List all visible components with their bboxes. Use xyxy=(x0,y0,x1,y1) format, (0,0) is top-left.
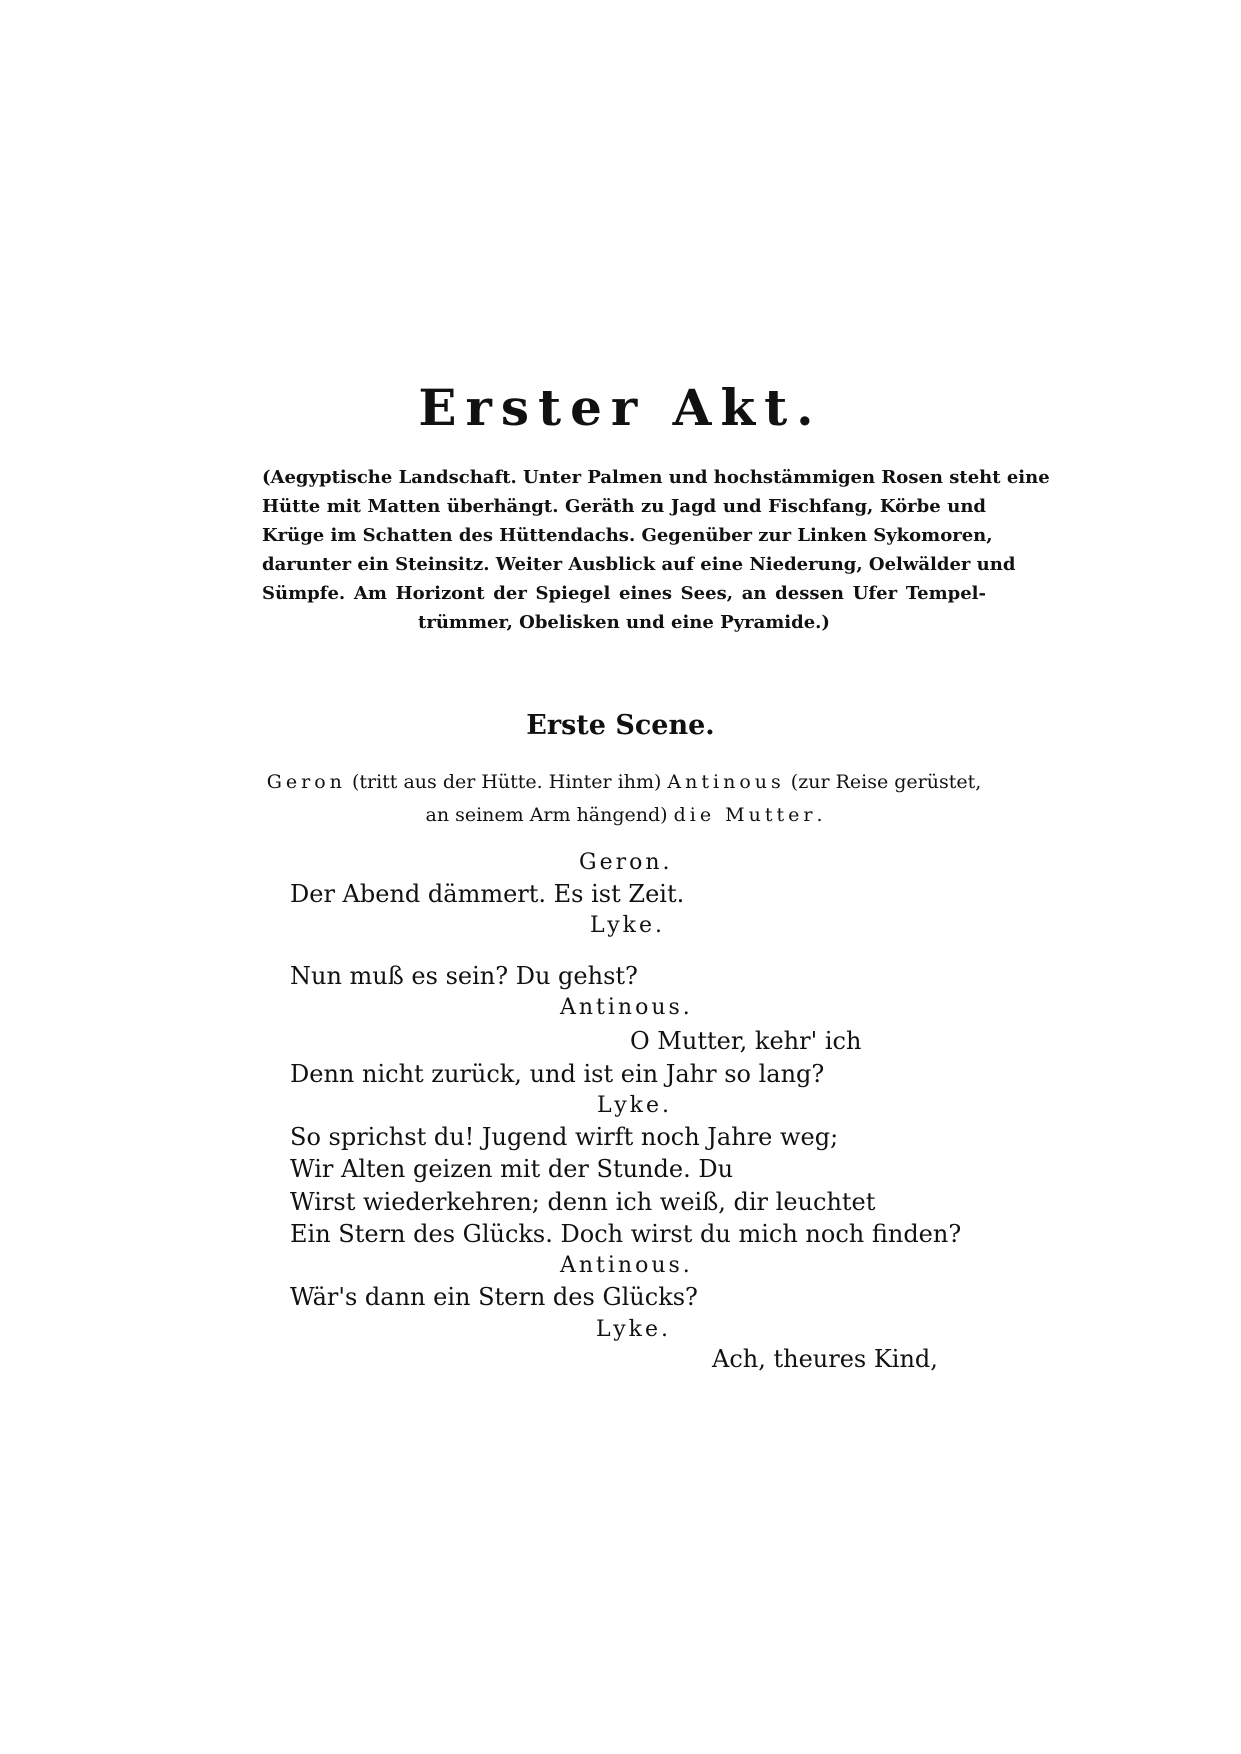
act-title: Erster Akt. xyxy=(418,378,823,437)
character-name: Geron xyxy=(266,771,346,793)
cast-note: an seinem Arm hängend) xyxy=(425,804,674,826)
stage-direction-line: (Aegyptische Landschaft. Unter Palmen und hochstämmigen Rosen steht eine xyxy=(262,467,1050,488)
stage-direction-line: Sümpfe. Am Horizont der Spiegel eines Sees, an dessen Ufer Tempel- xyxy=(262,583,986,604)
cast-note: . xyxy=(816,804,823,826)
stage-direction-line: darunter ein Steinsitz. Weiter Ausblick auf eine Niederung, Oelwälder und xyxy=(262,554,1016,575)
verse-line: Wir Alten geizen mit der Stunde. Du xyxy=(290,1155,734,1183)
verse-line: Ein Stern des Glücks. Doch wirst du mich noch finden? xyxy=(290,1220,962,1248)
verse-line: Wär's dann ein Stern des Glücks? xyxy=(290,1283,698,1311)
cast-list xyxy=(262,766,986,832)
cast-note: (tritt aus der Hütte. Hinter ihm) xyxy=(345,771,668,793)
cast-line xyxy=(262,766,986,799)
verse-line: Wirst wiederkehren; denn ich weiß, dir leuchtet xyxy=(290,1188,876,1216)
stage-direction xyxy=(262,463,1050,637)
verse-line: Ach, theures Kind, xyxy=(712,1345,938,1373)
stage-direction-line: trümmer, Obelisken und eine Pyramide.) xyxy=(418,612,830,633)
speaker-name: Geron. xyxy=(579,850,673,875)
verse-line: Nun muß es sein? Du gehst? xyxy=(290,962,638,990)
speaker-name: Antinous. xyxy=(560,995,693,1020)
stage-direction-line: Krüge im Schatten des Hüttendachs. Gegenüber zur Linken Sykomoren, xyxy=(262,525,993,546)
verse-line: Der Abend dämmert. Es ist Zeit. xyxy=(290,880,685,908)
verse-line: O Mutter, kehr' ich xyxy=(630,1027,862,1055)
speaker-name: Lyke. xyxy=(597,1093,672,1118)
speaker-name: Antinous. xyxy=(560,1253,693,1278)
speaker-name: Lyke. xyxy=(596,1317,671,1342)
scene-title: Erste Scene. xyxy=(526,710,715,741)
character-name: die Mutter xyxy=(673,804,817,826)
speaker-name: Lyke. xyxy=(590,913,665,938)
cast-line xyxy=(262,799,986,832)
verse-line: Denn nicht zurück, und ist ein Jahr so lang? xyxy=(290,1060,825,1088)
verse-line: So sprichst du! Jugend wirft noch Jahre weg; xyxy=(290,1123,839,1151)
cast-note: (zur Reise gerüstet, xyxy=(784,771,982,793)
stage-direction-line: Hütte mit Matten überhängt. Geräth zu Jagd und Fischfang, Körbe und xyxy=(262,496,986,517)
character-name: Antinous xyxy=(667,771,785,793)
